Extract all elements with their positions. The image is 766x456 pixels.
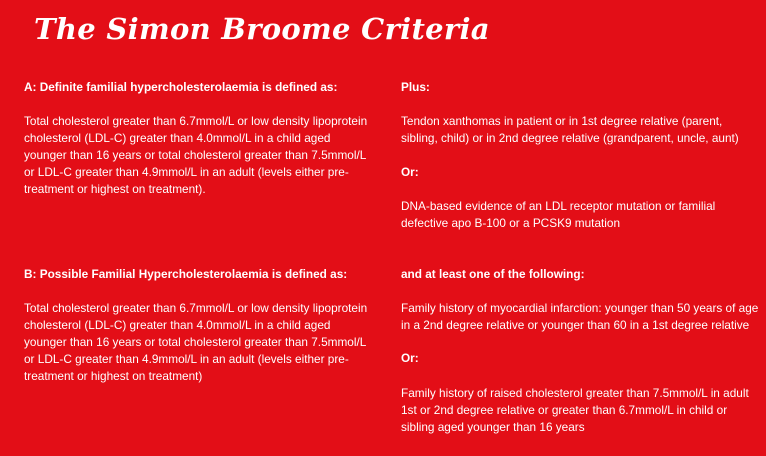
page-title: The Simon Broome Criteria <box>34 12 490 46</box>
section-a-heading: A: Definite familial hypercholesterolaemia is defined as: <box>24 80 338 94</box>
myocardial-infarction-text: Family history of myocardial infarction: younger than 50 years of age in a 2nd degree relative or younger than 60 in a 1st degree relative <box>401 301 759 332</box>
raised-cholesterol-text: Family history of raised cholesterol greater than 7.5mmol/L in adult 1st or 2nd degree relative or greater than 6.7mmol/L in child or sibling aged younger than 16 years <box>401 386 749 434</box>
section-a-text: Total cholesterol greater than 6.7mmol/L or low density lipoprotein cholesterol (LDL-C) greater than 4.0mmol/L in a child aged younger than 16 years or total cholesterol greater than 7.5mmol/L or LDL-C greater than 4.9mmol/L in an adult (levels either pre-treatment or highest on treatment). <box>24 114 368 196</box>
section-b-text: Total cholesterol greater than 6.7mmol/L or low density lipoprotein cholesterol (LDL-C) greater than 4.0mmol/L in a child aged younger than 16 years or total cholesterol greater than 7.5mmol/L or LDL-C greater than 4.9mmol/L in an adult (levels either pre-treatment or highest on treatment) <box>24 301 368 383</box>
or-label-b: Or: <box>401 351 419 365</box>
or-label-a: Or: <box>401 165 419 179</box>
dna-evidence-text: DNA-based evidence of an LDL receptor mutation or familial defective apo B-100 or a PCSK9 mutation <box>401 199 716 230</box>
tendon-xanthomas-text: Tendon xanthomas in patient or in 1st degree relative (parent, sibling, child) or in 2nd degree relative (grandparent, uncle, aunt) <box>401 114 739 145</box>
section-b-heading: B: Possible Familial Hypercholesterolaemia is defined as: <box>24 267 348 281</box>
plus-label: Plus: <box>401 80 430 94</box>
at-least-one-heading: and at least one of the following: <box>401 267 585 281</box>
